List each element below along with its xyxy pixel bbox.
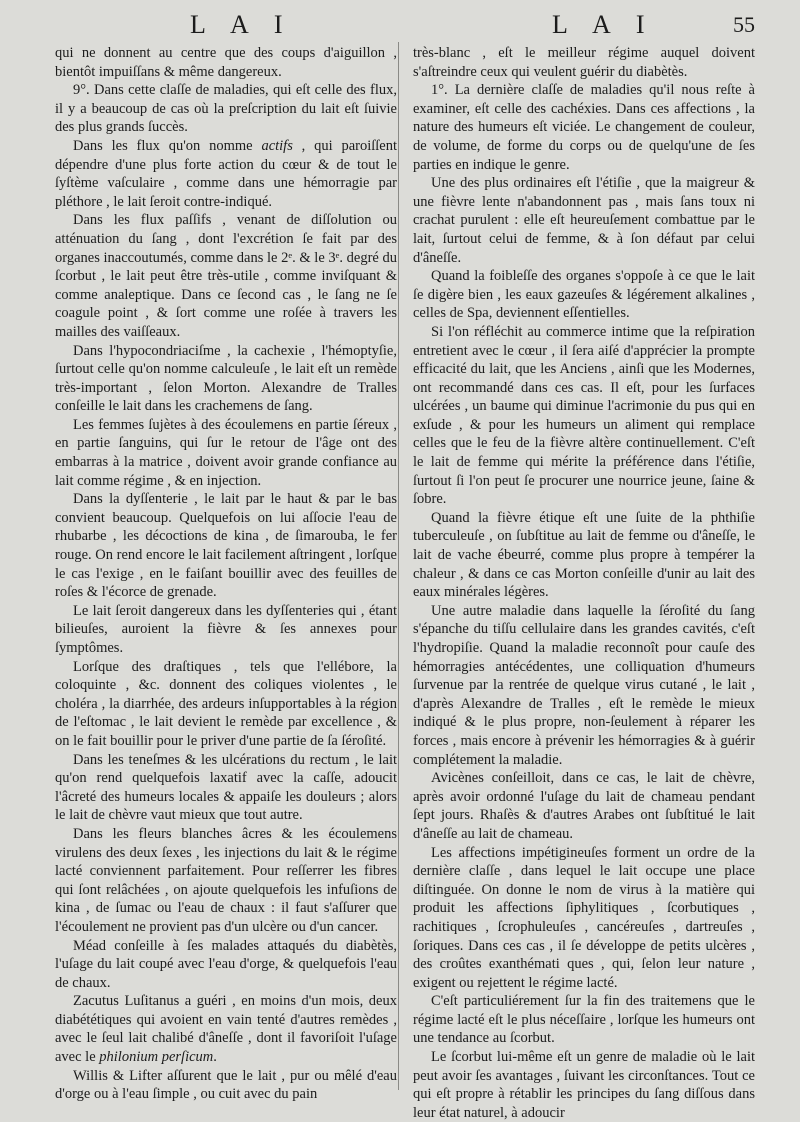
paragraph: Dans les flux qu'on nomme actifs , qui paroiſſent dépendre d'une plus forte action du cœur & de tout le ſyſtème vaſculaire , comme dans une hémorragie par pléthore , le lait ſeroit contre-indiqué. bbox=[55, 137, 398, 210]
running-head-right: L A I bbox=[552, 10, 655, 39]
paragraph: Lorſque des draſtiques , tels que l'ellébore, la coloquinte , &c. donnent des coliques violentes , le choléra , la diarrhée, des ardeurs inſupportables à la région de l'eſtomac , le lait devient le remède par excellence , & on le fait bouillir pour le priver d'une partie de ſa ſéroſité. bbox=[55, 658, 397, 749]
paragraph: 1°. La dernière claſſe de maladies qu'il nous reſte à examiner, eſt celle des cachéxies. Dans ces affections , la nature des humeurs eſt viciée. Le changement de couleur, de volume, de forme du corps ou de quelqu'une de ſes parties en indique le genre. bbox=[413, 82, 755, 173]
column-left bbox=[55, 44, 397, 1104]
running-head-left: L A I bbox=[190, 10, 293, 39]
paragraph: Dans les teneſmes & les ulcérations du rectum , le lait qu'on rend quelquefois laxatif avec la caſſe, adoucit l'âcreté des humeurs locales & appaiſe les douleurs ; alors le lait de chèvre vaut mieux que tout autre. bbox=[55, 751, 397, 824]
paragraph: Willis & Lifter aſſurent que le lait , pur ou mêlé d'eau d'orge ou à l'eau ſimple , ou cuit avec du pain bbox=[55, 1067, 397, 1103]
page-number: 55 bbox=[733, 12, 755, 37]
paragraph: C'eſt particuliérement ſur la fin des traitemens que le régime lacté eſt le plus néceſſaire , lorſque les humeurs ont une tendance au ſcorbut. bbox=[413, 993, 755, 1047]
paragraph: Quand la fièvre étique eſt une ſuite de la phthiſie tuberculeuſe , on ſubſtitue au lait de femme ou d'âneſſe, le lait de vache ébeurré, comme plus propre à tempérer la chaleur , & dans ce cas Morton conſeille d'unir au lait des eaux minérales légères. bbox=[413, 509, 755, 601]
paragraph: Les affections impétigineuſes forment un ordre de la dernière claſſe , dans lequel le lait occupe une place diſtinguée. On donne le nom de virus à la matière qui produit les affections ſiphylitiques , ſcorbutiques , rachitiques , ſcrophuleuſes , cancéreuſes , dartreuſes , ſoriques. Dans ces cas , il ſe développe de petits ulcères , des croûtes exanthémati ques , qui, ſelon leur nature , exigent ou rejettent le régime lacté. bbox=[413, 844, 755, 991]
paragraph: très-blanc , eſt le meilleur régime auquel doivent s'aſtreindre ceux qui veulent guérir du diabètès. bbox=[413, 45, 755, 80]
paragraph: Zacutus Luſitanus a guéri , en moins d'un mois, deux diabététiques qui avoient en vain tenté d'autres remèdes , avec le ſeul lait chalibé d'âneſſe , dont il favoriſoit l'uſage avec le philonium perſicum. bbox=[55, 993, 397, 1066]
column-divider bbox=[398, 42, 399, 1090]
paragraph: Si l'on réfléchit au commerce intime que la reſpiration entretient avec le cœur , il ſera aiſé d'apprécier la prompte efficacité du lait, que les Anciens , ainſi que les Modernes, ont recommandé dans ces cas. Il eſt, pour les ſurfaces ulcérées , un baume qui diminue l'acrimonie du pus qui en exſude , & pour les humeurs un aliment qui remplace celles que le feu de la fièvre altère continuellement. C'eſt le lait de femme qui mérite la préférence dans l'étiſie, ſurtout ſi l'on peut ſe procurer une nourrice jeune, ſaine & ſobre. bbox=[413, 323, 755, 508]
paragraph: Quand la foibleſſe des organes s'oppoſe à ce que le lait ſe digère bien , les eaux gazeuſes & légérement alkalines , celles de Spa, deviennent eſſentielles. bbox=[413, 268, 755, 322]
paragraph: Le lait ſeroit dangereux dans les dyſſenteries qui , étant bilieuſes, auroient la fièvre & ſes annexes pour ſymptômes. bbox=[55, 602, 397, 656]
paragraph: Dans les fleurs blanches âcres & les écoulemens virulens des deux ſexes , les injections du lait & le régime lacté conviennent parfaitement. Pour reſſerrer les fibres qui ſont relâchées , on ajoute quelquefois les infuſions de kina , de ſumac ou l'eau de chaux : il faut s'aſſurer que l'écoulement ne provient pas d'un ulcère ou d'un cancer. bbox=[55, 825, 397, 935]
paragraph: 9°. Dans cette claſſe de maladies, qui eſt celle des flux, il y a beaucoup de cas où la preſcription du lait eſt ſuivie des plus grands ſuccès. bbox=[55, 82, 397, 136]
paragraph: Le ſcorbut lui-même eſt un genre de maladie où le lait peut avoir ſes avantages , ſuivant les circonſtances. Tout ce qui eſt propre à rétablir les principes du ſang diſſous dans leur état naturel, à adoucir bbox=[413, 1049, 755, 1121]
paragraph: Dans l'hypocondriaciſme , la cachexie , l'hémoptyſie, ſurtout celle qu'on nomme calculeuſe , le lait eſt un remède très-important , ſelon Morton. Alexandre de Tralles conſeille le lait dans les crachemens de ſang. bbox=[55, 342, 397, 415]
paragraph: qui ne donnent au centre que des coups d'aiguillon , bientôt impuiſſans & même dangereux. bbox=[55, 45, 397, 80]
paragraph: Dans la dyſſenterie , le lait par le haut & par le bas convient beaucoup. Quelquefois on lui aſſocie l'eau de rhubarbe , les décoctions de kina , de ſimarouba, le fer rouge. On rend encore le lait facilement aſtringent , lorſque le cas l'exige , en le faiſant bouillir avec des feuilles de roſes & l'écorce de grenade. bbox=[55, 491, 397, 601]
paragraph: Méad conſeille à ſes malades attaqués du diabètès, l'uſage du lait coupé avec l'eau d'orge, & quelquefois l'eau de chaux. bbox=[55, 937, 397, 991]
paragraph: Avicènes conſeilloit, dans ce cas, le lait de chèvre, après avoir ordonné l'uſage du lait de chameau pendant ſept jours. Rhaſès & d'autres Arabes ont ſubſtitué le lait d'âneſſe au lait de chameau. bbox=[413, 770, 755, 842]
paragraph: Dans les flux paſſifs , venant de diſſolution ou atténuation du ſang , dont l'excrétion ſe fait par des organes inaccoutumés, comme dans le 2ᵉ. & le 3ᵉ. degré du ſcorbut , le lait peut être très-utile , comme inviſquant & comme analeptique. Dans ce ſecond cas , le ſang ne ſe coagule point , & ſort comme une roſée à travers les mailles des vaiſſeaux. bbox=[55, 212, 397, 340]
paragraph: Une des plus ordinaires eſt l'étiſie , que la maigreur & une fièvre lente n'abandonnent pas , mais ſans toux ni crachat purulent : elle eſt heureuſement combattue par le lait, ſurtout celui de femme, & à ſon défaut par celui d'âneſſe. bbox=[413, 175, 755, 266]
paragraph: Les femmes ſujètes à des écoulemens en partie ſéreux , en partie ſanguins, qui ſur le retour de l'âge ont des embarras à la matrice , doivent avoir grande confiance au lait comme régime , & en injection. bbox=[55, 416, 397, 489]
column-right bbox=[413, 44, 755, 1122]
paragraph: Une autre maladie dans laquelle la ſéroſité du ſang s'épanche du tiſſu cellulaire dans les grandes cavités, c'eſt l'hydropiſie. Quand la maladie reconnoît pour cauſe des hémorragies antécédentes, une colliquation d'humeurs ſurvenue par la rentrée de quelque virus cutané , le lait , d'après Alexandre de Tralles , eſt le remède le mieux indiqué & le plus propre, non-ſeulement à réparer les forces , mais encore à prévenir les hémorragies & à guérir complétement la maladie. bbox=[413, 602, 755, 768]
